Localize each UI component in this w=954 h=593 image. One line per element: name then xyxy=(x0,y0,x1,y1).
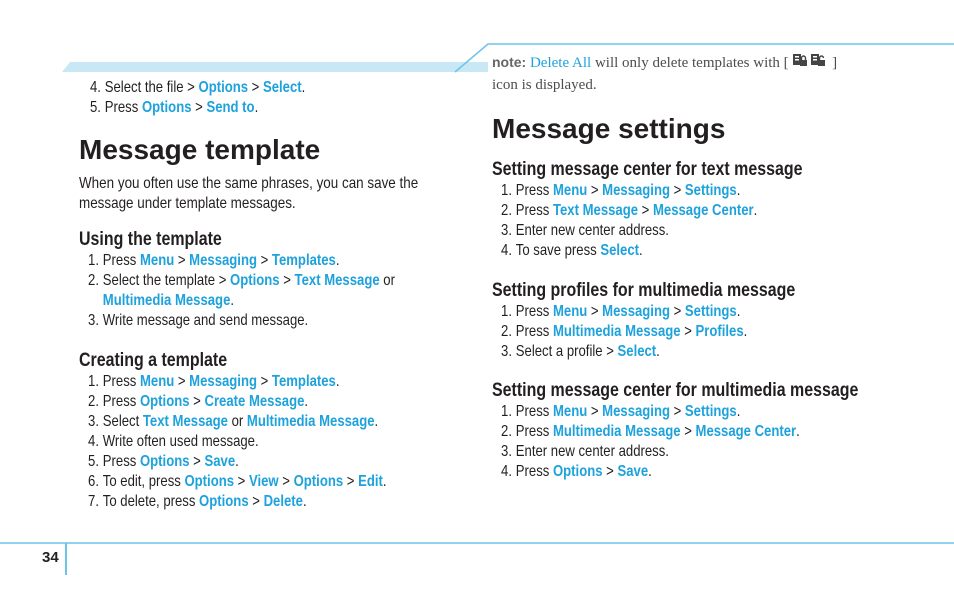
step-number: 5. xyxy=(90,99,101,116)
template-lock-icon xyxy=(793,54,807,66)
step-line xyxy=(492,402,850,422)
step-text: > xyxy=(191,99,207,116)
step-number: 2. xyxy=(501,202,512,219)
step-number: 2. xyxy=(501,323,512,340)
menu-keyword: Messaging xyxy=(602,303,670,320)
step-text: > xyxy=(248,493,264,510)
step-line xyxy=(79,291,395,311)
section-multimedia-message-center xyxy=(492,380,928,482)
step-text: > xyxy=(680,423,696,440)
step-line xyxy=(492,342,788,362)
note-label: note: xyxy=(492,54,527,70)
step-line xyxy=(79,432,387,452)
step-text: or xyxy=(227,413,247,430)
step-text: > xyxy=(680,323,696,340)
menu-keyword: Menu xyxy=(139,373,175,390)
step-line xyxy=(79,472,387,492)
step-number: 1. xyxy=(88,373,99,390)
description-line-2: message under template messages. xyxy=(79,195,296,212)
menu-keyword: View xyxy=(248,473,279,490)
step-text: . xyxy=(230,292,235,309)
step-text: > xyxy=(256,252,272,269)
step-number: 3. xyxy=(501,343,512,360)
step-line xyxy=(492,241,795,261)
step-text: . xyxy=(254,99,259,116)
step-number: 4. xyxy=(501,242,512,259)
step-text: . xyxy=(301,79,306,96)
menu-keyword: Save xyxy=(617,463,649,480)
step-text: . xyxy=(736,403,741,420)
step-text: . xyxy=(743,323,748,340)
step-number: 4. xyxy=(88,433,99,450)
menu-keyword: Options xyxy=(139,393,190,410)
menu-keyword: Save xyxy=(204,453,236,470)
menu-keyword: Options xyxy=(198,79,249,96)
menu-keyword: Select xyxy=(262,79,302,96)
page-number: 34 xyxy=(42,549,59,566)
step-text: Press xyxy=(515,303,553,320)
step-text: To save press xyxy=(515,242,601,259)
step-line xyxy=(79,392,387,412)
step-text: Press xyxy=(515,423,553,440)
step-number: 2. xyxy=(501,423,512,440)
menu-keyword: Messaging xyxy=(189,252,257,269)
menu-keyword: Delete xyxy=(263,493,303,510)
page-title-left: Message template xyxy=(79,134,321,165)
menu-keyword: Send to xyxy=(206,99,255,116)
step-number: 1. xyxy=(88,252,99,269)
step-text: > xyxy=(587,182,603,199)
section-heading: Using the template xyxy=(79,229,222,250)
step-number: 2. xyxy=(88,393,99,410)
menu-keyword: Select xyxy=(617,343,657,360)
section-heading: Setting profiles for multimedia message xyxy=(492,280,796,301)
step-text: Press xyxy=(102,373,140,390)
step-text: . xyxy=(736,182,741,199)
step-line xyxy=(79,372,387,392)
step-number: 1. xyxy=(501,403,512,420)
step-text: . xyxy=(736,303,741,320)
step-text: > xyxy=(279,272,295,289)
note-block xyxy=(492,52,837,96)
step-list xyxy=(492,402,928,482)
step-number: 3. xyxy=(88,413,99,430)
step-text: Select the file > xyxy=(104,79,199,96)
section-using-template xyxy=(79,229,464,331)
step-line xyxy=(79,271,395,291)
menu-keyword: Messaging xyxy=(602,182,670,199)
menu-keyword: Menu xyxy=(552,403,588,420)
note-text-1: will only delete templates with [ xyxy=(591,55,793,71)
step-number: 6. xyxy=(88,473,99,490)
menu-keyword: Settings xyxy=(684,182,737,199)
step-text: > xyxy=(189,393,205,410)
step-number: 1. xyxy=(501,182,512,199)
step-text: . xyxy=(335,373,340,390)
step-text: Enter new center address. xyxy=(515,443,669,460)
step-text: or xyxy=(379,272,395,289)
step-text: . xyxy=(335,252,340,269)
note-line-2: icon is displayed. xyxy=(492,77,597,94)
note-keyword: Delete All xyxy=(529,55,592,71)
menu-keyword: Options xyxy=(184,473,235,490)
step-text: . xyxy=(656,343,660,360)
header-band-shape xyxy=(62,62,488,72)
step-text: > xyxy=(248,79,263,96)
step-number: 1. xyxy=(501,303,512,320)
step-text: Enter new center address. xyxy=(515,222,669,239)
step-text: > xyxy=(669,182,685,199)
step-number: 3. xyxy=(501,443,512,460)
menu-keyword: Create Message xyxy=(204,393,305,410)
menu-keyword: Options xyxy=(141,99,192,116)
step-text: Press xyxy=(515,182,553,199)
menu-keyword: Messaging xyxy=(189,373,257,390)
step-line xyxy=(492,322,788,342)
template-icons xyxy=(792,52,828,75)
section-heading: Setting message center for text message xyxy=(492,159,803,180)
step-text: Press xyxy=(515,403,553,420)
step-text: Select a profile > xyxy=(515,343,618,360)
step-text: . xyxy=(304,393,309,410)
step-text: > xyxy=(587,403,603,420)
step-text: . xyxy=(639,242,643,259)
step-line xyxy=(79,311,395,331)
step-text: . xyxy=(753,202,758,219)
left-intro-steps xyxy=(90,78,353,118)
left-description xyxy=(79,174,423,214)
step-text: > xyxy=(189,453,205,470)
step-text: . xyxy=(796,423,800,440)
step-list xyxy=(492,181,862,261)
step-text: Press xyxy=(515,463,553,480)
step-line xyxy=(492,442,850,462)
step-text: Press xyxy=(102,453,140,470)
section-text-message-center xyxy=(492,159,862,261)
step-text: > xyxy=(234,473,249,490)
step-number: 3. xyxy=(501,222,512,239)
menu-keyword: Text Message xyxy=(552,202,639,219)
step-number: 4. xyxy=(501,463,512,480)
template-locked-icon xyxy=(811,54,825,66)
step-text: Write often used message. xyxy=(102,433,259,450)
step-number: 7. xyxy=(88,493,99,510)
step-line xyxy=(79,251,395,271)
step-text: Press xyxy=(515,202,553,219)
step-text: > xyxy=(256,373,272,390)
menu-keyword: Options xyxy=(230,272,280,289)
step-text: Press xyxy=(515,323,553,340)
step-line xyxy=(90,98,305,118)
step-line xyxy=(90,78,305,98)
step-line xyxy=(492,462,850,482)
section-heading: Setting message center for multimedia message xyxy=(492,380,859,401)
step-list xyxy=(79,372,454,512)
step-text: To edit, press xyxy=(102,473,185,490)
step-text: . xyxy=(374,413,379,430)
menu-keyword: Multimedia Message xyxy=(552,423,681,440)
menu-keyword: Multimedia Message xyxy=(552,323,681,340)
menu-keyword: Message Center xyxy=(695,423,797,440)
menu-keyword: Multimedia Message xyxy=(102,292,231,309)
menu-keyword: Settings xyxy=(684,403,737,420)
step-number: 3. xyxy=(88,312,99,329)
step-text: . xyxy=(302,493,307,510)
menu-keyword: Message Center xyxy=(652,202,754,219)
step-text: Press xyxy=(102,252,140,269)
section-heading: Creating a template xyxy=(79,350,228,371)
step-text: . xyxy=(648,463,652,480)
menu-keyword: Options xyxy=(552,463,603,480)
menu-keyword: Options xyxy=(293,473,344,490)
step-line xyxy=(492,221,795,241)
step-list xyxy=(79,251,464,331)
step-line xyxy=(79,412,387,432)
menu-keyword: Select xyxy=(600,242,640,259)
step-number: 2. xyxy=(88,272,99,289)
step-number: 5. xyxy=(88,453,99,470)
menu-keyword: Edit xyxy=(358,473,383,490)
section-creating-template xyxy=(79,350,454,512)
step-text: > xyxy=(669,303,685,320)
description-line-1: When you often use the same phrases, you can save the xyxy=(79,175,419,192)
menu-keyword: Settings xyxy=(684,303,737,320)
step-text: > xyxy=(174,252,190,269)
step-text: . xyxy=(382,473,387,490)
footer-rule xyxy=(0,535,954,580)
menu-keyword: Profiles xyxy=(695,323,744,340)
step-line xyxy=(492,422,850,442)
step-text: > xyxy=(343,473,359,490)
step-text: > xyxy=(669,403,685,420)
step-text: Press xyxy=(102,393,140,410)
menu-keyword: Text Message xyxy=(142,413,228,430)
menu-keyword: Options xyxy=(139,453,190,470)
step-text: . xyxy=(235,453,239,470)
step-line xyxy=(79,492,387,512)
section-multimedia-profiles xyxy=(492,280,853,362)
step-list xyxy=(492,302,853,362)
menu-keyword: Menu xyxy=(552,303,588,320)
note-text-2: ] xyxy=(828,55,838,71)
step-line xyxy=(492,201,795,221)
page-title-right: Message settings xyxy=(492,113,726,144)
step-line xyxy=(492,181,795,201)
menu-keyword: Options xyxy=(199,493,249,510)
step-text: > xyxy=(278,473,294,490)
step-text: Select xyxy=(102,413,143,430)
menu-keyword: Multimedia Message xyxy=(246,413,375,430)
step-number: 4. xyxy=(90,79,101,96)
step-text: Select the template > xyxy=(102,272,231,289)
menu-keyword: Menu xyxy=(139,252,175,269)
step-text: Press xyxy=(104,99,142,116)
menu-keyword: Text Message xyxy=(294,272,380,289)
step-text: > xyxy=(587,303,603,320)
step-line xyxy=(79,452,387,472)
menu-keyword: Templates xyxy=(271,252,336,269)
step-line xyxy=(492,302,788,322)
step-text: Write message and send message. xyxy=(102,312,309,329)
step-text: > xyxy=(602,463,618,480)
menu-keyword: Messaging xyxy=(602,403,670,420)
step-text: To delete, press xyxy=(102,493,200,510)
step-text: > xyxy=(638,202,653,219)
menu-keyword: Menu xyxy=(552,182,588,199)
step-text: > xyxy=(174,373,190,390)
menu-keyword: Templates xyxy=(271,373,336,390)
